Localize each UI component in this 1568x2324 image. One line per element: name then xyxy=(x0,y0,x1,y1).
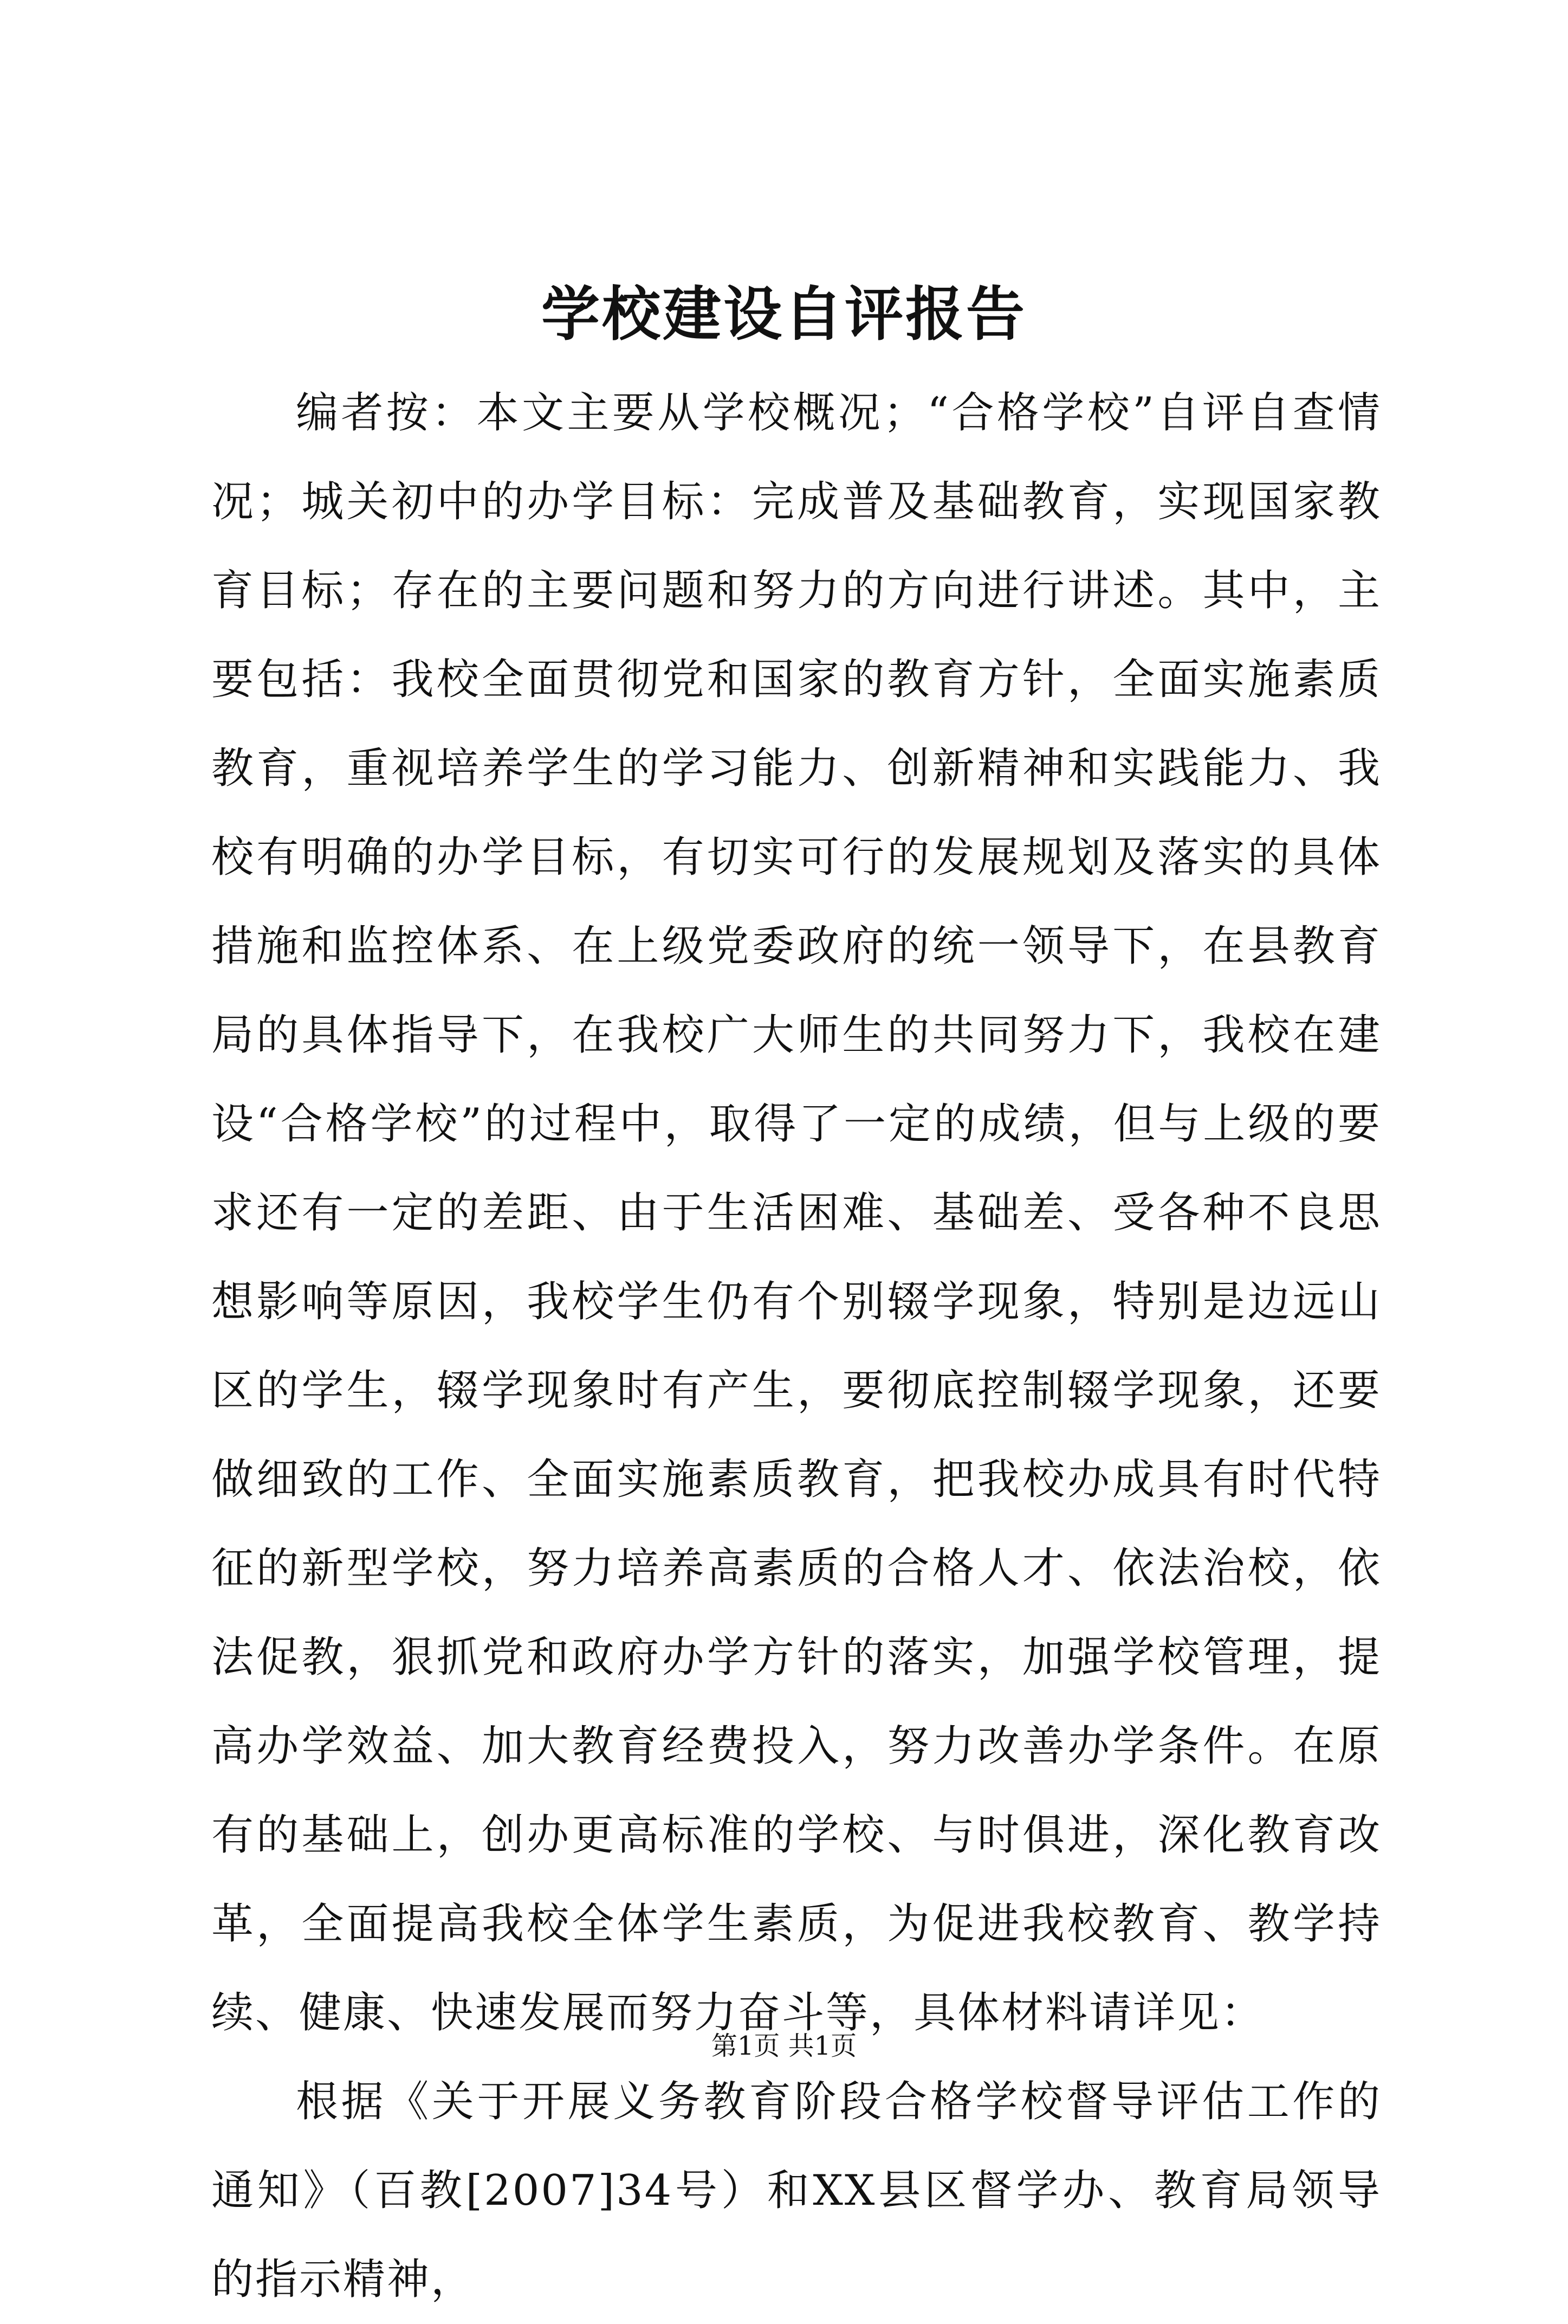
document-title: 学校建设自评报告 xyxy=(541,280,1027,348)
page-footer: 第1页 共1页 xyxy=(711,2031,857,2061)
paragraph-basis: 根据《关于开展义务教育阶段合格学校督导评估工作的通知》（百教[2007]34号）和XX县区督学办、教育局领导的指示精神， xyxy=(211,2077,1382,2304)
paragraph-editor-note: 编者按：本文主要从学校概况；“合格学校”自评自查情况；城关初中的办学目标：完成普及基础教育，实现国家教育目标；存在的主要问题和努力的方向进行讲述。其中，主要包括：我校全面贯彻党和国家的教育方针，全面实施素质教育，重视培养学生的学习能力、创新精神和实践能力、我校有明确的办学目标，有切实可行的发展规划及落实的具体措施和监控体系、在上级党委政府的统一领导下，在县教育局的具体指导下，在我校广大师生的共同努力下，我校在建设“合格学校”的过程中，取得了一定的成绩，但与上级的要求还有一定的差距、由于生活困难、基础差、受各种不良思想影响等原因，我校学生仍有个别辍学现象，特别是边远山区的学生，辍学现象时有产生，要彻底控制辍学现象，还要做细致的工作、全面实施素质教育，把我校办成具有时代特征的新型学校，努力培养高素质的合格人才、依法治校，依法促教，狠抓党和政府办学方针的落实，加强学校管理，提高办学效益、加大教育经费投入，努力改善办学条件。在原有的基础上，创办更高标准的学校、与时俱进，深化教育改革，全面提高我校全体学生素质，为促进我校教育、教学持续、健康、快速发展而努力奋斗等，具体材料请详见： xyxy=(211,389,1382,2037)
